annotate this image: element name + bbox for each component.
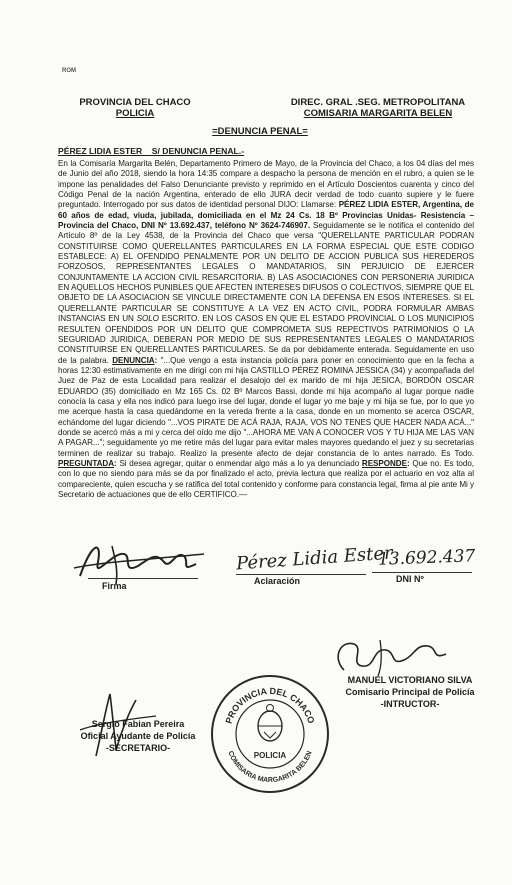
article-text: "QUERELLANTE PARTICULAR PODRAN CONSTITUIRSE COMO QUERELLANTES PARTICULARES EN LA FORMA ESPECIAL QUE ESTE CODIGO ESTABLECE: A) EL OFENDIDO PENALMENTE POR UN DELITO DE ACCION PUBLICA SUS HEREDEROS FORZOSOS, REPRESENTANTES LEGALES O MANDATARIOS, SIN PERJUICIO DE EJERCER CONJUNTAMENTE LA ACCION CIVIL RESARCITORIA. B) LAS ASOCIACIONES CON PERSONERIA JURIDICA EN AQUELLOS HECHOS PUNIBLES QUE AFECTEN INTERESES DIFUSOS O COLECTIVOS, SIEMPRE QUE EL OBJETO DE LA ASOCIACION SE VINCULE DIRECTAMENTE CON LA DEFENSA EN ESOS INTERESES. SI EL QUERELLANTE PARTICULAR SE CONSTITUYE A LA VEZ EN ACTO CIVIL, PODRA FORMULAR AMBAS INSTANCIAS EN UN <box>58 231 474 324</box>
header-left-line1: PROVINCIA DEL CHACO <box>79 97 191 108</box>
denuncia-text: "...Que vengo a esta instancia policía para poner en conocimiento que en la fecha a horas 12:30 estimativamente en me dirigí con mi hija CASTILLO PÉREZ ROMINA JESSICA (34) y acompañada del Juez de Paz de esta Localidad para realizar el desalojo del ex marido de mi hija JESICA, BORDÓN OSCAR EDUARDO (35) domiciliado en Mz 165 Cs. 02 Bº Marcos Bassi, donde mi hija acompaño al lugar porque nadie conocía la casa y ella nos indicó para luego irse del lugar, donde el lugar yo me baje y mi hija se fue, por lo que yo me acerque hasta la casa quedándome en la vereda frente a la casa, donde en un momento se acerca OSCAR, echándome del lugar diciendo <box>58 355 474 427</box>
denuncia-label: DENUNCIA <box>112 355 155 365</box>
instructor-block <box>330 674 490 710</box>
responde-label: RESPONDE <box>361 458 407 468</box>
denuncia-text-3: seguidamente yo me retire más del lugar para evitar males mayores quedando el juez y su secretarias terminen de realizar su trabajo. Realizo la presente afecto de dejar constancia de lo antes narrado. Es Todo. <box>58 438 474 458</box>
threat-quote-1: "...VOS PIRATE DE ACÁ RAJA, RAJA, VOS NO TENES QUE HACER NADA ACÁ..." <box>168 417 474 427</box>
header-right-line1: DIREC. GRAL .SEG. METROPOLITANA <box>290 97 466 108</box>
instructor-name: MANUEL VICTORIANO SILVA <box>347 675 473 685</box>
header-left <box>50 97 220 119</box>
aclaracion-label: Aclaración <box>254 576 301 586</box>
complainant-signature <box>72 532 212 588</box>
header-right-line2: COMISARIA MARGARITA BELEN <box>303 108 453 119</box>
stamp-bottom-text: COMISARIA MARGARITA BELEN <box>226 750 314 785</box>
denuncia-text-2: donde se acercó más a mi y cerca del oído me dijo <box>58 427 244 437</box>
official-stamp <box>208 672 332 796</box>
dni-label: DNI Nº <box>396 574 424 584</box>
dni-line <box>372 572 472 573</box>
complaint-body <box>58 159 474 500</box>
paragraph-identity: En la Comisaría Margarita Belén, Departamento Primero de Mayo, de la Provincia del Chaco, a los 04 días del mes de Junio del año 2018, siendo la hora 14:35 compare a despacho la persona de mención en el rubro, a quien se le impone las penalidades del Falso Denunciante previsto y reprimido en el Artículo Doscientos cuarenta y cinco del Código Penal de la nación Argentina, enterado de ello JURA decir verdad de todo cuanto supiere y le fuere preguntado. Interrogado por sus datos de identidad personal DIJO: Llamarse: PÉREZ LIDIA ESTER, Argentina, de 60 años de edad, viuda, jubilada, domiciliada en el Mz 24 Cs. 18 Bº Provincias Unidas- Resistencia – Provincia del Chaco, DNI Nº 13.692.437, teléfono Nº 3624-746907. Seguidamente se le notifica el contenido del Artículo 8º de la Ley 4538, de la Provincia del Chaco que versa "QUERELLANTE PARTICULAR PODRAN CONSTITUIRSE COMO QUERELLANTES PARTICULARES EN LA FORMA ESPECIAL QUE ESTE CODIGO ESTABLECE: A) EL OFENDIDO PENALMENTE POR UN DELITO DE ACCION PUBLICA SUS HEREDEROS FORZOSOS, REPRESENTANTES LEGALES O MANDATARIOS, SIN PERJUICIO DE EJERCER CONJUNTAMENTE LA ACCION CIVIL RESARCITORIA. B) LAS ASOCIACIONES CON PERSONERIA JURIDICA EN AQUELLOS HECHOS PUNIBLES QUE AFECTEN INTERESES DIFUSOS O COLECTIVOS, SIEMPRE QUE EL OBJETO DE LA ASOCIACION SE VINCULE DIRECTAMENTE CON LA DEFENSA EN ESOS INTERESES. SI EL QUERELLANTE PARTICULAR SE CONSTITUYE A LA VEZ EN ACTO CIVIL, PODRA FORMULAR AMBAS INSTANCIAS EN UN SOLO ESCRITO. EN LOS CASOS EN QUE EL ESTADO PROVINCIAL O LOS MUNICIPIOS RESULTEN OFENDIDOS POR UN DELITO QUE COMPROMETA SUS REPECTIVOS PATRIMONIOS O LA SEGURIDAD JURIDICA, DEBERAN POR MEDIO DE SUS REPRESENTANTES LEGALES O MANDATARIOS CONSTITUIRSE EN QUERELLANTES PARTICULARES. Se da por debidamente enterada. Seguidamente en uso de la palabra. DENUNCIA: "...Que vengo a esta instancia policía para poner en conocimiento que en la fecha a horas 12:30 estimativamente en me dirigí con mi hija CASTILLO PÉREZ ROMINA JESSICA (34) y acompañada del Juez de Paz de esta Localidad para realizar el desalojo del ex marido de mi hija JESICA, BORDÓN OSCAR EDUARDO (35) domiciliado en Mz 165 Cs. 02 Bº Marcos Bassi, donde mi hija acompaño al lugar porque nadie conocía la casa y ella nos indicó para luego irse del lugar, donde el lugar yo me baje y mi hija se fue, por lo que yo me acerque hasta la casa quedándome en la vereda frente a la casa, donde en un momento se acerca OSCAR, echándome del lugar diciendo "...VOS PIRATE DE ACÁ RAJA, RAJA, VOS NO TENES QUE HACER NADA ACÁ..." donde se acercó más a mi y cerca del oído me dijo "...AHORA ME VAN A CONOCER VOS Y TU HIJA ME LAS VAN A PAGAR..."; seguidamente yo me retire más del lugar para evitar males mayores quedando el juez y su secretarias terminen de realizar su trabajo. Realizo la presente afecto de dejar constancia de lo antes narrado. Es Todo. PREGUNTADA: Si desea agregar, quitar o enmendar algo más a lo ya denunciado RESPONDE: Que no. Es todo, con lo que no siendo para más se da por finalizado el acto, previa lectura que realiza por el actuario en voz alta al compareciente, quien escucha y se ratifica del total contenido y conforme para constancia legal, firma al pie ante Mi y Secretario de actuaciones que de ello CERTIFICO.— <box>58 159 475 499</box>
secretary-role: -SECRETARIO- <box>105 743 171 753</box>
secretary-rank: Oficial Ayudante de Policía <box>80 731 196 741</box>
header-left-line2: POLICIA <box>115 108 155 119</box>
instructor-role: -INTRUCTOR- <box>380 699 440 709</box>
coat-of-arms-icon <box>258 705 282 742</box>
threat-quote-2: "...AHORA ME VAN A CONOCER VOS Y TU HIJA ME LAS VAN A PAGAR..."; <box>58 427 474 448</box>
instructor-signature <box>320 630 470 680</box>
stamp-top-text: PROVINCIA DEL CHACO <box>223 685 317 725</box>
aclaracion-line <box>236 574 366 575</box>
instructor-rank: Comisario Principal de Policía <box>345 687 475 697</box>
header-right <box>268 97 488 119</box>
article-solo: SOLO <box>136 314 159 324</box>
svg-text:PROVINCIA DEL CHACO <box>224 686 317 725</box>
secretary-name: Sergio Fabian Pereira <box>91 719 185 729</box>
firma-label: Firma <box>102 581 127 591</box>
preguntada-text: Si desea agregar, quitar o enmendar algo más a lo ya denunciado <box>119 458 360 468</box>
handwritten-dni: 13.692.437 <box>377 546 476 570</box>
corner-text: ROM <box>62 68 76 74</box>
firma-line <box>88 578 198 579</box>
responde-text: Que no. Es todo, con lo que no siendo para más se da por finalizado el acto, previa lectura que realiza por el actuario en voz alta al compareciente, quien escucha y se ratifica del total contenido y conforme para constancia legal, firma al pie ante Mi y Secretario de actuaciones que de ello CERTIFICO.— <box>58 458 474 499</box>
article-text-2: ESCRITO. EN LOS CASOS EN QUE EL ESTADO PROVINCIAL O LOS MUNICIPIOS RESULTEN OFENDIDOS POR UN DELITO QUE COMPROMETA SUS REPECTIVOS PATRIMONIOS O LA SEGURIDAD JURIDICA, DEBERAN POR MEDIO DE SUS REPRESENTANTES LEGALES O MANDATARIOS CONSTITUIRSE EN QUERELLANTES PARTICULARES. <box>58 314 475 355</box>
stamp-center-text: POLICIA <box>253 751 287 760</box>
notice-text: Se da por debidamente enterada. Seguidamente en uso de la palabra. <box>58 345 475 365</box>
intro-text: En la Comisaría Margarita Belén, Departamento Primero de Mayo, de la Provincia del Chaco, a los 04 días del mes de Junio del año 2018, siendo la hora 14:35 compare a despacho la persona de mención en el rubro, a quien se le impone las penalidades del Falso Denunciante previsto y reprimido en el Artículo Doscientos cuarenta y cinco del Código Penal de la nación Argentina, enterado de ello JURA decir verdad de todo cuanto supiere y le fuere preguntado. Interrogado por sus datos de identidad personal DIJO: Llamarse: <box>58 159 474 210</box>
article-intro: Seguidamente se le notifica el contenido del Artículo 8º de la Ley 4538, de la Provincia del Chaco que versa <box>58 221 475 241</box>
secretary-block <box>58 718 218 754</box>
preguntada-label: PREGUNTADA <box>58 458 115 468</box>
doc-title: =DENUNCIA PENAL= <box>212 126 308 137</box>
subject-line: PÉREZ LIDIA ESTER S/ DENUNCIA PENAL.- <box>58 146 245 156</box>
handwritten-name: Pérez Lidia Ester <box>235 542 394 575</box>
complainant-data: PÉREZ LIDIA ESTER, Argentina, de 60 años de edad, viuda, jubilada, domiciliada en el Mz 24 Cs. 18 Bº Provincias Unidas- Resistencia – Provincia del Chaco, DNI Nº 13.692.437, teléfono Nº 3624-746907. <box>58 200 474 231</box>
